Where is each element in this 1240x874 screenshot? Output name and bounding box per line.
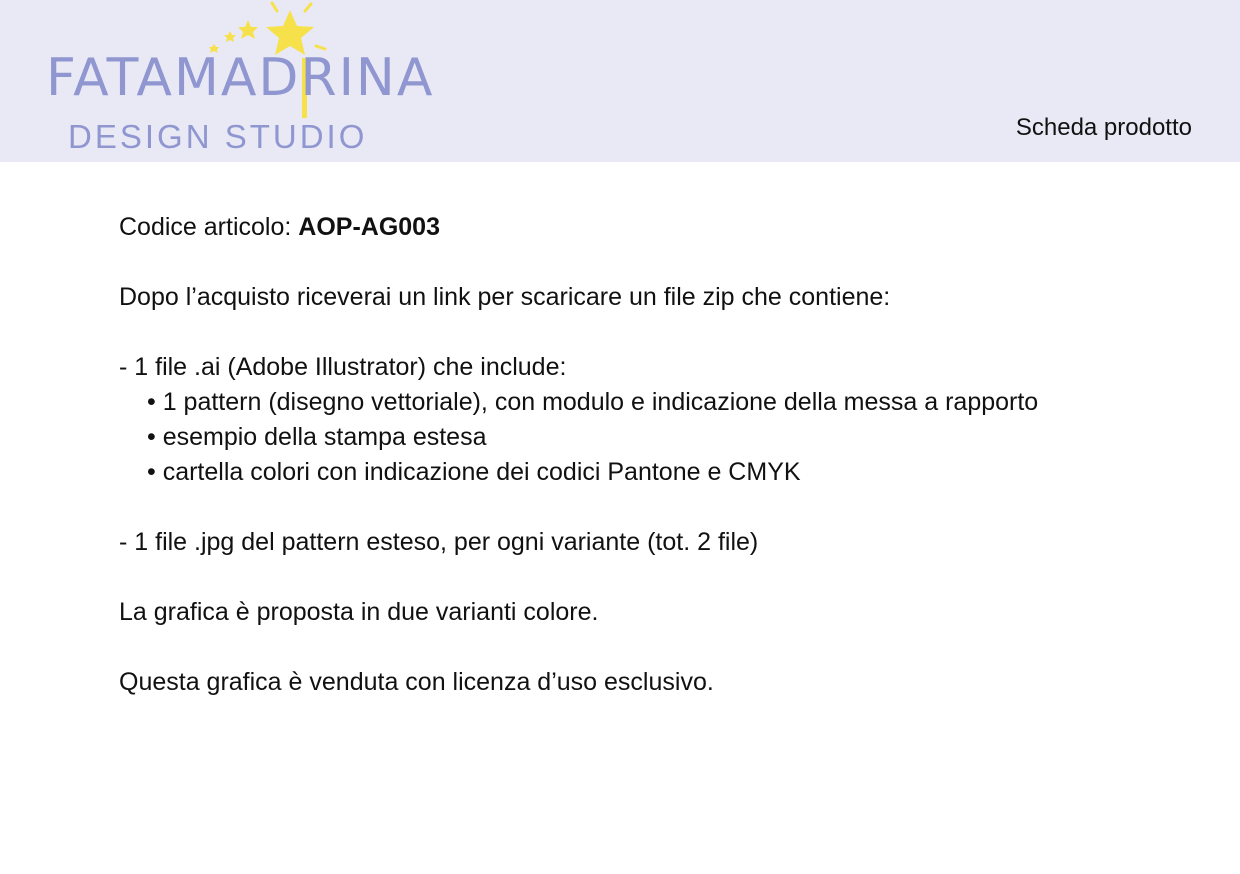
product-code-value: AOP-AG003	[298, 213, 440, 241]
bullet-item-color-chart: • cartella colori con indicazione dei codici Pantone e CMYK	[147, 458, 801, 486]
variants-note: La grafica è proposta in due varianti colore.	[119, 598, 599, 626]
download-intro: Dopo l’acquisto riceverai un link per scaricare un file zip che contiene:	[119, 283, 891, 311]
page-header	[0, 0, 1240, 162]
document-type-label: Scheda prodotto	[1015, 114, 1192, 141]
file-jpg-item: - 1 file .jpg del pattern esteso, per ogni variante (tot. 2 file)	[119, 528, 759, 556]
product-sheet-body	[119, 210, 1169, 700]
license-note: Questa grafica è venduta con licenza d’uso esclusivo.	[119, 668, 714, 696]
bullet-item-pattern: • 1 pattern (disegno vettoriale), con modulo e indicazione della messa a rapporto	[147, 388, 1039, 416]
brand-logo	[30, 0, 435, 162]
product-code-label: Codice articolo:	[119, 213, 292, 241]
file-ai-item: - 1 file .ai (Adobe Illustrator) che include:	[119, 353, 567, 381]
brand-logo-subtitle: DESIGN STUDIO	[68, 118, 368, 155]
product-code-line	[119, 210, 1169, 245]
bullet-item-print-sample: • esempio della stampa estesa	[147, 423, 487, 451]
brand-logo-word: FATAMADRINA	[46, 48, 435, 108]
